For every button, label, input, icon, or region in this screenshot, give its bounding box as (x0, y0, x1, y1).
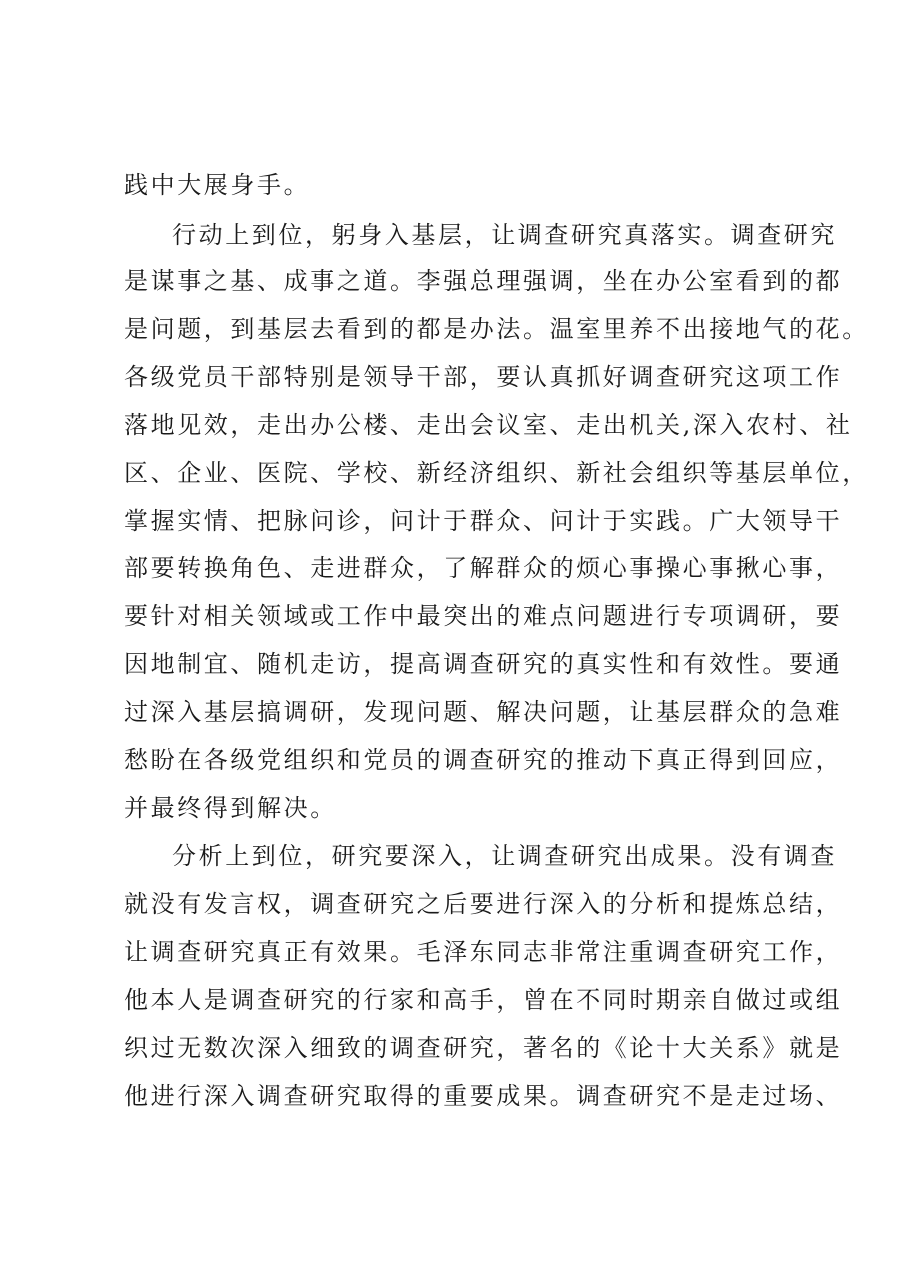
paragraph-line: 过深入基层搞调研，发现问题、解决问题，让基层群众的急难 (124, 698, 843, 726)
paragraph-line: 部要转换角色、走进群众，了解群众的烦心事操心事揪心事， (124, 554, 843, 582)
paragraph-line: 践中大展身手。 (124, 171, 311, 199)
paragraph-line: 要针对相关领域或工作中最突出的难点问题进行专项调研，要 (124, 602, 843, 630)
paragraph-line: 因地制宜、随机走访，提高调查研究的真实性和有效性。要通 (124, 650, 843, 678)
paragraph-line: 他本人是调查研究的行家和高手，曾在不同时期亲自做过或组 (124, 986, 843, 1014)
paragraph-line: 各级党员干部特别是领导干部，要认真抓好调查研究这项工作 (124, 363, 843, 391)
paragraph-line: 区、企业、医院、学校、新经济组织、新社会组织等基层单位， (124, 459, 869, 487)
paragraph-line: 是问题，到基层去看到的都是办法。温室里养不出接地气的花。 (124, 315, 869, 343)
paragraph-line: 行动上到位，躬身入基层，让调查研究真落实。调查研究 (172, 221, 837, 249)
paragraph-line: 是谋事之基、成事之道。李强总理强调，坐在办公室看到的都 (124, 267, 843, 295)
paragraph-line: 让调查研究真正有效果。毛泽东同志非常注重调查研究工作， (124, 938, 843, 966)
paragraph-line: 并最终得到解决。 (124, 794, 337, 822)
paragraph-line: 分析上到位，研究要深入，让调查研究出成果。没有调查 (172, 842, 837, 870)
paragraph-line: 织过无数次深入细致的调查研究，著名的《论十大关系》就是 (124, 1034, 843, 1062)
paragraph-line: 落地见效，走出办公楼、走出会议室、走出机关,深入农村、社 (124, 411, 853, 439)
paragraph-line: 他进行深入调查研究取得的重要成果。调查研究不是走过场、 (124, 1082, 843, 1110)
paragraph-line: 就没有发言权，调查研究之后要进行深入的分析和提炼总结， (124, 890, 843, 918)
paragraph-line: 愁盼在各级党组织和党员的调查研究的推动下真正得到回应， (124, 746, 843, 774)
paragraph-line: 掌握实情、把脉问诊，问计于群众、问计于实践。广大领导干 (124, 507, 843, 535)
